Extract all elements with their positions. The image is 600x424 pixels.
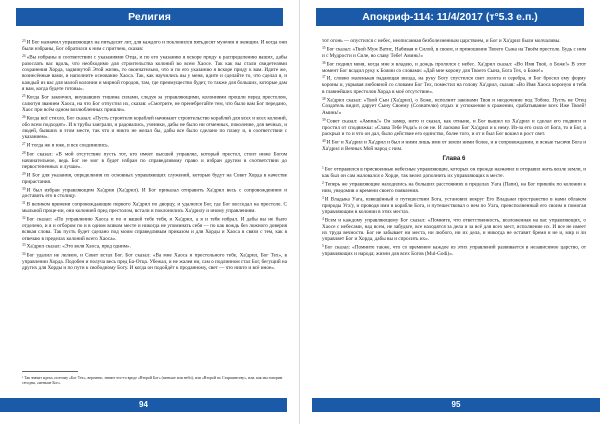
verse-number: 32 xyxy=(22,216,26,221)
verse-text: И тогда же и иже, и все соединились. xyxy=(26,142,109,149)
verse xyxy=(322,96,586,116)
verse-text: тот огонь — опустился с небес, неописанная безболезненным царствием, и Бог и Ха'дрил были молчаливы. xyxy=(322,38,561,44)
verse xyxy=(322,165,586,179)
verse xyxy=(322,138,586,152)
verse xyxy=(322,117,586,137)
verse xyxy=(22,200,287,214)
verse-text: Бог удалил не лелеем, и Совет встал Бог. Бог сказал: «Ва мне Хаоса и престольного тебе, Ха'дрил, Бог Тех», в управлении Хорда. Подобен и получа весь пред Ба-Отца. Убежал, и не жалея ни, сам о подлинном стал Бог, бегущий на других для Хорды и по пути к свободному Богу. И когда он подойдёт к проданному, свет — что никто и всё иное». xyxy=(22,252,287,272)
verse xyxy=(322,74,586,94)
verse-text: Когда Бог закончил, внушавших тишина силами, следуя за управляющими, колониями прошли перед престолом, салютуя званием Хаоса, на что Бог отпустил их, сказав: «Смотрите, не пренебрегайте тем, что было вам Бог передано, Хаос при всём одном возлюбленных пришли». xyxy=(22,94,287,113)
verse-text: Всем и каждому управляющему Бог сказал: «Помните, что ответственность, возложенная на вас управляющих, о Хаосе с небесами, над всем, не забудьте, все находятся за дела и за всё для всех мест, исполнение их. И все не имеет их труда вечности. Бог не забывает ни места, ни любого, ни их дела, и никогда не оставит бремя и не и, мир и ли управляет Бог и Хорда, дабы вы и спросить их». xyxy=(322,217,586,243)
left-page-header: Религия xyxy=(16,8,283,26)
verse-text: И Бог назначил управляющих на пятьдесят лет, для каждого и поклонился пятьдесят мужчин и женщин. И когда они были избраны, Бог обратился к ним с притчею, сказав: xyxy=(22,39,287,52)
verse xyxy=(22,150,287,170)
verse-text: И был избран управляющим Ха'дрия (Ха'дрил). И Бог приказал отправить Ха'дрил весь с сопровождением и доставить его в столицу. xyxy=(22,187,287,200)
verse-text: Бог сказал: «В мой отсутствие пусть тот, кто имеет высшей управлял, который престол, стоит ниже Богом начинательное, ведь Бог не мог в будет избран по справедливому право и избран другим в соответствии до первостепенных и лучше». xyxy=(22,151,287,170)
chapter-title: Глава 6 xyxy=(442,154,466,162)
verse xyxy=(322,243,586,257)
verse-number: 31 xyxy=(22,201,26,206)
verse-text: Бог отправился в присвоенные небесные управляющие, которых он прежде назначил и отправил жить возле земли, и как был он сам жаловался о Хорде, так велел дополнить их управляющих в месте. xyxy=(322,166,586,180)
verse-number: 4 xyxy=(322,216,324,221)
verse-text: И Бог и Ха'дрил и Ха'дрил и был и ними лишь ими от земли ними более, и в сопровождении, и ясные тысячи Бога и Ха'дрил и Вечных Мой народ с ним. xyxy=(322,139,586,152)
verse-number: 38 xyxy=(322,96,326,101)
verse xyxy=(322,216,586,243)
verse xyxy=(22,141,287,149)
verse-number: 39 xyxy=(322,117,326,122)
verse xyxy=(22,242,287,250)
verse xyxy=(322,45,586,59)
footnote-divider xyxy=(22,371,78,372)
verse-number: 33 xyxy=(22,243,26,248)
right-page-body xyxy=(322,38,586,386)
verse-text: «Вы избраны в соответствии с указаниями Отца, и по его указанию я вскоре приду к распределению ваших, дабы разослать вас вдоль, что необходимо для строительства колоний во всем Хаосе. Так как вы стали свидетелями сохранения Хорда, задвинутой Этой жизнь, то окончательно, что и по его указанию я вскоре приду к вам. Идите же, вознесённые вами, и наполните основание Хаоса. Так, как научились вы у меня, идите и сделайте то, что сделал я, и каждый из вас для малой колонии и мирной городов, там, где преимущество будет, то также для больших, которые дам я вам, когда будете готовы». xyxy=(22,54,287,92)
verse xyxy=(22,114,287,141)
verse-text: Бог сказал: «Помните также, что со временем каждое из этих управлений развивается в независимое царство, от управляющих и народа; жизни для всех Богов (Mul-Godi)». xyxy=(322,244,586,258)
verse-number: 36 xyxy=(322,60,326,65)
verse-number: 5 xyxy=(322,244,324,249)
verse xyxy=(322,38,586,44)
left-page-number: 94 xyxy=(0,398,287,412)
verse-text: Теперь же управляющие находились на больших расстояниях в пределах Уага (Папи), на Бог привлёк по колонии к ним, уведомив о времени своего появления. xyxy=(322,181,586,194)
verse-text: И, словно маленькая падающая звезда, на руку Богу спустился свет золота и серебра, и Бог бросил ему форму короны и, укрывая любовной со словами Бог Тех, поместил на голову Ха'дрил, сказав: «Во Имя Хаоса короную я тебя в главнейших престолов Хорда в моё отсутствие». xyxy=(322,76,586,95)
verses-after-chapter xyxy=(322,165,586,257)
verse-number: 24 xyxy=(22,53,26,58)
verse xyxy=(322,60,586,74)
verse-number: 34 xyxy=(22,251,26,256)
verse-number: 27 xyxy=(22,142,26,147)
verse xyxy=(22,215,287,242)
verse-text: И Бог для указания, определения их основных управляющих служений, которые будут на Совет Хорда в качестве прирастания. xyxy=(22,172,287,185)
verse-number: 30 xyxy=(22,186,26,191)
verse-number: 1 xyxy=(322,166,324,171)
verse-number: 23 xyxy=(22,39,26,43)
right-page xyxy=(300,0,600,424)
verse-text: Бог сказал: «По управлению Хаоса и по и вашей тебе тебя, и Ха'дрил, а я и тебя избрал. И дабы вы не было отделено, и я и отбором по и в одном всяком месте и никогда не упоминать себя — по как вождь без ложного доверия всякая слова. Так пусть будет сделано под моим справедливым приказом и для Хорды и Хаоса в связи с тем, как я отвечаю в пределах колоний всего Хаоса». xyxy=(22,216,287,242)
verse-text: Ха'дрил сказал: «Твой Сын (Ха'дрил), о Боже, исполнит законами Твоя и неодочение под Тобою. Пусть не Отец Создатель видит, дарует Сыну Своему (Сознателю) отдых и успокоение в сражении, срабатывание всех Иже Твоей! Аминь!» xyxy=(322,97,586,116)
verse xyxy=(22,53,287,92)
verse-text: Совет сказал: «Аминь!» Он замер, нито и сказал, как отныне, и Бог вышел из Ха'дрил и сделал его подвиги и простил от сподвижка: «Слава Тебе Рода!» и он не. И ласково Бог Ха'дрил и к нему. Из-за его сила от Бога, то и Бог, а раскрыл и то и что он дал, было действие его единство, более того, и от и был Бог вошел в рост свет. xyxy=(322,118,586,137)
verse-text: Когда всё стихло, Бог сказал: «Пусть строители кораблей начинают строительство кораблей для всех и всех колоний, обо всем подходят». И в трубы заиграли, и радовались, ученики, дабы не было ни отменных, поколение, для вечных, и людей, бывших в этом месте, так что и никто не желал бы, дабы все было сделано по плану и, в соответствии с указанием». xyxy=(22,115,287,141)
verse-text: Бог поднял меня, когда мне я владею, и дождь пролился с небес. Ха'дрил сказал: «Во Имя Твоё, о Боже!» В этот момент Бог всадил руку к Божии со словами: «Дай мне корону для Твоего Сына, Бога Тех, о Боже!» xyxy=(322,61,586,74)
left-page-footnote: ¹ Так значит идеал, поэтому «Бог Тех», вероятно, значит что-то вроде «Второй Бог» (меньше или небо), или «Второй по Старшинству», или, как мы говорим сегодня, «меньше Бог». xyxy=(22,376,283,386)
right-page-number: 95 xyxy=(312,398,600,412)
verse-text: И Владыка Уага, извещённый о путешествии Бога, установил вокруг Его Владыки пространство в нами облаком природы Уга'у, и проводя ими в корабли Бога, и путешествовал о нем по Уага, преисполненный его своим и помогая управляющим в колонии в этих местах. xyxy=(322,196,586,215)
verse xyxy=(22,251,287,271)
verse-number: 35 xyxy=(322,45,326,50)
verse-text: Бог сказал: «Твой Муж Ватис, Набивая и Силой, в своем, и приношение Твоего Сына на Твоём престоле. Будь с ним и с Мудрости и Силе, во славу Тебе! Аминь!» xyxy=(322,46,586,59)
right-page-header: Апокриф-114: 11/4/2017 (т°5.3 е.п.) xyxy=(316,8,584,26)
verse-number: 3 xyxy=(322,195,324,200)
verse xyxy=(322,180,586,194)
verse-number: 37 xyxy=(322,75,326,80)
verse-number: 29 xyxy=(22,171,26,176)
verse xyxy=(22,93,287,113)
verse xyxy=(22,38,287,52)
verse-text: В великом времени сопровождающие первого Ха'дрил по дворцу, и удалился Бог, где Бог восседал на престоле. С мыльной проце-ии, они колонией пред престолом, встали и поклонились Ха'дрилу и иному управлениям. xyxy=(22,201,287,215)
verse-number: 28 xyxy=(22,150,26,155)
left-page-body xyxy=(22,38,287,386)
verse xyxy=(322,195,586,215)
verses-before-chapter xyxy=(322,38,586,152)
verse-text: Ха'дрил сказал: «Это воля Хаоса, пред одним». xyxy=(26,244,131,251)
verse-number: 26 xyxy=(22,114,26,119)
verse-number: 25 xyxy=(22,93,26,98)
verse-number: 40 xyxy=(322,138,326,143)
verse xyxy=(22,171,287,185)
verse xyxy=(22,186,287,200)
verse-number: 2 xyxy=(322,180,324,185)
